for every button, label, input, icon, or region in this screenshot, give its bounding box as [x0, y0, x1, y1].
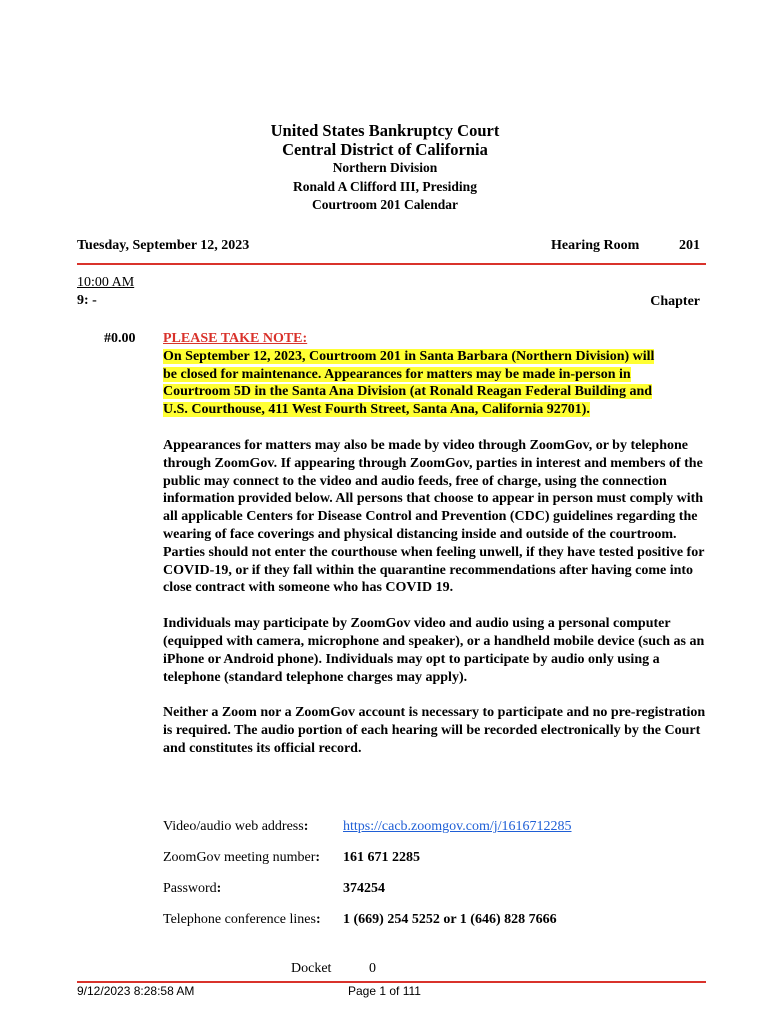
calendar-page: United States Bankruptcy Court Central District of California Northern Division Ronald A Clifford III, Presiding Courtroom 201 Calendar Tuesday, September 12, 2023 Hearing Room 201 10:00 AM 9: - Chapter #0.00 PLEASE TAKE NOTE: On September 12, 2023, Courtroom 201 in Santa Barbara (Northern Division) will be closed for maintenance. Appearances for matters may be made in-person in Courtroom 5D in the Santa Ana Division (at Ronald Reagan Federal Building and U.S. Courthouse, 411 West Fourth Street, Santa Ana, California 92701). Appearances for matters may also be made by video through ZoomGov, or by telephone through ZoomGov. If appearing through ZoomGov, parties in interest and members of the public may connect to the video and audio feeds, free of charge, using the connection information provided below. All persons that choose to appear in person must comply with all applicable Centers for Disease Control and Prevention (CDC) guidelines regarding the wearing of face coverings and physical distancing inside and outside of the courtroom. Parties should not enter the courthouse when feeling unwell, if they have tested positive for COVID-19, or if they fall within the quarantine recommendations after having come into close contract with someone who has COVID 19. Individuals may participate by ZoomGov video and audio using a personal computer (equipped with camera, microphone and speaker), or a handheld mobile device (such as an iPhone or Android phone). Individuals may opt to participate by audio only using a telephone (standard telephone charges may apply). Neither a Zoom nor a ZoomGov account is necessary to participate and no pre-registration is required. The audio portion of each hearing will be recorded electronically by the Court and constitutes its official record. Video/audio web address: https://cacb.zoomgov.com/j/1616712285 ZoomGov meeting number: 161 671 2285 Password: 374254 Telephone conference lines: 1 (669) 254 5252 or 1 (646) 828 7666 Docket 0 9/12/2023 8:28:58 AM Page 1 of 111 [0, 0, 770, 1024]
highlight-line: On September 12, 2023, Courtroom 201 in Santa Barbara (Northern Division) will [163, 348, 655, 364]
notice-paragraph-account: Neither a Zoom nor a ZoomGov account is necessary to participate and no pre-registration is required. The audio portion of each hearing will be recorded electronically by the Court and constitutes its official record. [163, 705, 706, 756]
page-number: Page 1 of 111 [348, 984, 421, 998]
header-divider [77, 263, 706, 265]
web-address-label: Video/audio web address [163, 819, 304, 834]
calendar-title: Courtroom 201 Calendar [312, 197, 458, 212]
district-name: Central District of California [282, 140, 488, 159]
hearing-date-row [77, 238, 700, 258]
highlight-line: be closed for maintenance. Appearances for matters may be made in-person in [163, 366, 631, 382]
notice-body [163, 330, 708, 758]
hearing-time: 10:00 AM [77, 275, 135, 290]
notice-highlight [163, 348, 708, 419]
notice-title: PLEASE TAKE NOTE: [163, 331, 308, 346]
highlight-line: U.S. Courthouse, 411 West Fourth Street, Santa Ana, California 92701). [163, 402, 590, 418]
highlight-line: Courtroom 5D in the Santa Ana Division (at Ronald Reagan Federal Building and [163, 384, 653, 400]
case-number: 9: - [77, 293, 97, 308]
footer-divider [77, 981, 706, 983]
item-number: #0.00 [104, 331, 136, 346]
footer-timestamp: 9/12/2023 8:28:58 AM [77, 984, 195, 998]
hearing-room-number: 201 [679, 238, 700, 253]
docket-value: 0 [369, 961, 376, 976]
hearing-room-label: Hearing Room [551, 238, 640, 253]
court-name: United States Bankruptcy Court [270, 121, 500, 140]
meeting-number-value: 161 671 2285 [343, 850, 420, 865]
hearing-date: Tuesday, September 12, 2023 [77, 238, 250, 253]
docket-label: Docket [291, 961, 332, 976]
meeting-number-label: ZoomGov meeting number [163, 850, 316, 865]
chapter-label: Chapter [650, 294, 700, 309]
password-label: Password [163, 881, 217, 896]
phone-label: Telephone conference lines [163, 912, 316, 927]
presiding-judge: Ronald A Clifford III, Presiding [293, 178, 477, 194]
notice-paragraph-zoomgov: Appearances for matters may also be made by video through ZoomGov, or by telephone through ZoomGov. If appearing through ZoomGov, parties in interest and members of the public may connect to the video and audio feeds, free of charge, using the connection information provided below. All persons that choose to appear in person must comply with all applicable Centers for Disease Control and Prevention (CDC) guidelines regarding the wearing of face coverings and physical distancing inside and outside of the courtroom. Parties should not enter the courthouse when feeling unwell, if they have tested positive for COVID-19, or if they fall within the quarantine recommendations after having come into close contract with someone who has COVID 19. [163, 437, 705, 596]
notice-paragraph-participation: Individuals may participate by ZoomGov video and audio using a personal computer (equipped with camera, microphone and speaker), or a handheld mobile device (such as an iPhone or Android phone). Individuals may opt to participate by audio only using a telephone (standard telephone charges may apply). [163, 616, 705, 685]
password-value: 374254 [343, 881, 385, 896]
zoomgov-link[interactable]: https://cacb.zoomgov.com/j/1616712285 [343, 819, 572, 834]
phone-value: 1 (669) 254 5252 or 1 (646) 828 7666 [343, 912, 557, 927]
division-name: Northern Division [332, 160, 438, 175]
court-header [0, 121, 770, 215]
